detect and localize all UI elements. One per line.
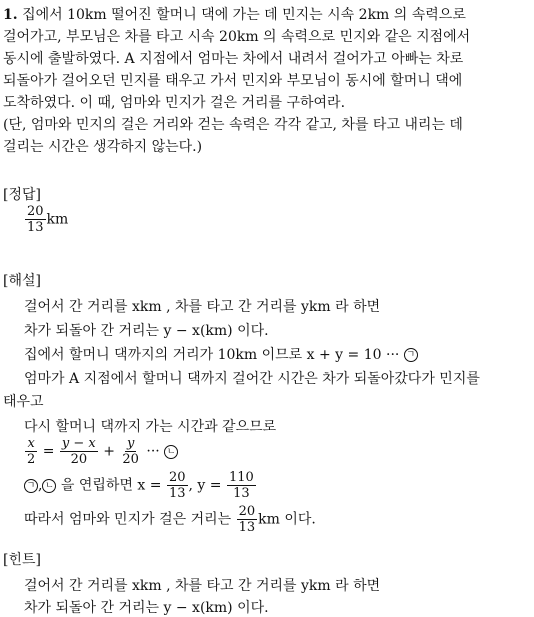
solution-line-9-text: 따라서 엄마와 민지가 걸은 거리는 (24, 511, 232, 528)
eq-frac-yx-20 (60, 436, 98, 467)
hint-line-1: 걸어서 간 거리를 xkm , 차를 타고 간 거리를 ykm 라 하면 (24, 578, 381, 594)
problem-line-5: 도착하였다. 이 때, 엄마와 민지가 걸은 거리를 구하여라. (3, 95, 346, 111)
problem-condition-1: (단, 엄마와 민지의 걸은 거리와 걷는 속력은 각각 같고, 차를 타고 내리는 데 (3, 117, 463, 133)
problem-text: 집에서 10km 떨어진 할머니 댁에 가는 데 민지는 시속 2km 의 속력으로 (22, 7, 466, 23)
solution-header: [해설] (3, 273, 41, 289)
solution-line-8-text: 을 연립하면 x = (60, 477, 162, 494)
eq-plus: + (103, 443, 115, 460)
answer-value (24, 204, 68, 235)
solution-line-4: 엄마가 A 지점에서 할머니 댁까지 걸어간 시간은 차가 되돌아갔다가 민지를 (24, 371, 480, 387)
eq-y-minus-x: y − x (61, 436, 96, 451)
eq-frac-y-20 (120, 436, 141, 467)
solution-line-2: 차가 되돌아 간 거리는 y − x(km) 이다. (24, 323, 269, 339)
circled-nieun-icon: ㄴ (42, 479, 56, 493)
eq-frac-x-2 (25, 436, 37, 467)
x-denominator: 13 (168, 486, 186, 501)
solution-line-1: 걸어서 간 거리를 xkm , 차를 타고 간 거리를 ykm 라 하면 (24, 299, 381, 315)
problem-line-4: 되돌아가 걸어오던 민지를 태우고 가서 민지와 부모님이 동시에 할머니 댁에 (3, 73, 463, 89)
circled-nieun-icon: ㄴ (164, 445, 178, 459)
answer-fraction (25, 204, 46, 235)
solution-line-6: 다시 할머니 댁까지 가는 시간과 같으므로 (24, 419, 277, 435)
x-value-fraction (167, 470, 188, 501)
answer-numerator: 20 (27, 204, 44, 219)
solution-line-9-end: km 이다. (258, 511, 316, 528)
solution-line-3 (24, 346, 418, 364)
eq-y: y (127, 436, 135, 451)
final-fraction (237, 504, 258, 535)
comma: , (38, 477, 43, 494)
solution-line-9 (24, 504, 316, 535)
solution-line-3-text: 집에서 할머니 댁까지의 거리가 10km 이므로 x + y = 10 ··· (24, 347, 400, 363)
y-denominator: 13 (233, 486, 250, 501)
solution-line-5: 태우고 (3, 394, 44, 410)
y-label: , y = (188, 477, 222, 494)
eq-x: x (27, 436, 35, 451)
final-numerator: 20 (238, 504, 256, 519)
x-numerator: 20 (168, 470, 186, 485)
problem-line-3: 동시에 출발하였다. A 지점에서 엄마는 차에서 내려서 걸어가고 아빠는 차로 (3, 51, 464, 67)
hint-header: [힌트] (3, 552, 41, 568)
eq-equals: = (42, 443, 55, 460)
problem-number: 1. (3, 7, 18, 23)
eq-2: 2 (27, 452, 36, 467)
answer-header: [정답] (3, 187, 41, 203)
hint-line-2: 차가 되돌아 간 거리는 y − x(km) 이다. (24, 600, 269, 616)
answer-unit: km (46, 211, 69, 228)
eq-dots: ··· (146, 443, 160, 460)
problem-line-1 (3, 6, 466, 24)
problem-line-2: 걸어가고, 부모님은 차를 타고 시속 20km 의 속력으로 민지와 같은 지점에서 (3, 29, 471, 45)
eq-20b: 20 (122, 452, 139, 467)
y-numerator: 110 (228, 470, 254, 485)
y-value-fraction (227, 470, 256, 501)
solution-line-8 (24, 470, 257, 501)
eq-20a: 20 (70, 452, 88, 467)
final-denominator: 13 (238, 520, 256, 535)
solution-equation (24, 436, 178, 467)
circled-giyeok-icon: ㄱ (404, 348, 418, 362)
circled-giyeok-icon: ㄱ (24, 479, 38, 493)
answer-denominator: 13 (27, 220, 44, 235)
problem-condition-2: 걸리는 시간은 생각하지 않는다.) (3, 139, 203, 155)
